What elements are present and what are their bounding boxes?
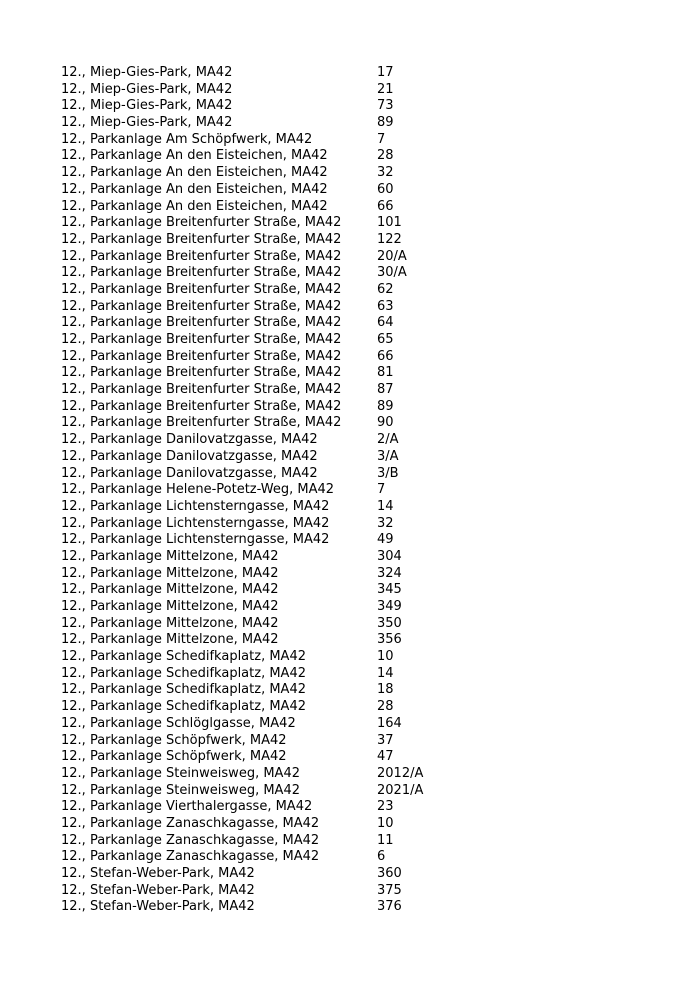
number-text: 73 [377,98,394,114]
number-text: 63 [377,298,394,314]
number-text: 375 [377,882,402,898]
list-item [61,265,661,282]
location-text: 12., Parkanlage Breitenfurter Straße, MA42 [61,281,342,297]
location-text: 12., Parkanlage Steinweisweg, MA42 [61,782,300,798]
number-text: 7 [377,482,386,498]
number-text: 324 [377,565,402,581]
location-text: 12., Parkanlage Schedifkaplatz, MA42 [61,649,306,665]
number-text: 10 [377,815,394,831]
location-text: 12., Miep-Gies-Park, MA42 [61,98,233,114]
list-item [61,899,661,916]
location-text: 12., Parkanlage Danilovatzgasse, MA42 [61,432,318,448]
number-text: 304 [377,548,402,564]
number-text: 2/A [377,432,399,448]
list-item [61,349,661,366]
number-text: 20/A [377,248,407,264]
list-item [61,549,661,566]
list-item [61,215,661,232]
list-item [61,65,661,82]
number-text: 101 [377,215,402,231]
list-item [61,232,661,249]
location-text: 12., Parkanlage Schedifkaplatz, MA42 [61,682,306,698]
list-item [61,766,661,783]
list-item [61,883,661,900]
location-text: 12., Parkanlage Mittelzone, MA42 [61,565,279,581]
location-text: 12., Miep-Gies-Park, MA42 [61,81,233,97]
number-text: 62 [377,281,394,297]
list-item [61,365,661,382]
number-text: 49 [377,532,394,548]
list-item [61,399,661,416]
location-text: 12., Parkanlage An den Eisteichen, MA42 [61,165,328,181]
list-item [61,716,661,733]
list-item [61,682,661,699]
location-text: 12., Stefan-Weber-Park, MA42 [61,882,255,898]
number-text: 90 [377,415,394,431]
number-text: 7 [377,131,386,147]
location-text: 12., Parkanlage Schöpfwerk, MA42 [61,749,287,765]
number-text: 350 [377,615,402,631]
location-text: 12., Parkanlage Breitenfurter Straße, MA42 [61,215,342,231]
list-item [61,282,661,299]
location-text: 12., Parkanlage Breitenfurter Straße, MA42 [61,398,342,414]
list-item [61,582,661,599]
list-item [61,632,661,649]
number-text: 6 [377,849,386,865]
list-item [61,566,661,583]
location-text: 12., Parkanlage Breitenfurter Straße, MA42 [61,348,342,364]
number-text: 122 [377,231,402,247]
location-text: 12., Parkanlage Mittelzone, MA42 [61,615,279,631]
list-item [61,516,661,533]
location-text: 12., Parkanlage Danilovatzgasse, MA42 [61,448,318,464]
location-text: 12., Parkanlage Mittelzone, MA42 [61,582,279,598]
list-item [61,833,661,850]
location-text: 12., Parkanlage Mittelzone, MA42 [61,548,279,564]
number-text: 2021/A [377,782,424,798]
list-item [61,132,661,149]
location-text: 12., Parkanlage An den Eisteichen, MA42 [61,198,328,214]
list-item [61,799,661,816]
list-item [61,115,661,132]
list-item [61,532,661,549]
number-text: 349 [377,599,402,614]
location-text: 12., Parkanlage Schedifkaplatz, MA42 [61,699,306,715]
number-text: 87 [377,382,394,398]
location-text: 12., Parkanlage Breitenfurter Straße, MA42 [61,315,342,331]
number-text: 14 [377,665,394,681]
list-item [61,432,661,449]
location-text: 12., Parkanlage Zanaschkagasse, MA42 [61,815,320,831]
number-text: 14 [377,498,394,514]
number-text: 28 [377,699,394,715]
number-text: 28 [377,148,394,164]
location-list [61,65,661,916]
location-text: 12., Parkanlage Schöpfwerk, MA42 [61,732,287,748]
list-item [61,666,661,683]
number-text: 89 [377,398,394,414]
list-item [61,699,661,716]
list-item [61,616,661,633]
location-text: 12., Parkanlage Helene-Potetz-Weg, MA42 [61,482,335,498]
location-text: 12., Parkanlage Danilovatzgasse, MA42 [61,465,318,481]
location-text: 12., Parkanlage Breitenfurter Straße, MA42 [61,365,342,381]
number-text: 64 [377,315,394,331]
number-text: 23 [377,799,394,815]
location-text: 12., Parkanlage Schlöglgasse, MA42 [61,715,296,731]
location-text: 12., Parkanlage Vierthalergasse, MA42 [61,799,313,815]
location-text: 12., Stefan-Weber-Park, MA42 [61,866,255,881]
location-text: 12., Parkanlage Lichtensterngasse, MA42 [61,498,330,514]
number-text: 37 [377,732,394,748]
list-item [61,82,661,99]
list-item [61,182,661,199]
number-text: 32 [377,515,394,531]
location-text: 12., Miep-Gies-Park, MA42 [61,115,233,131]
list-item [61,783,661,800]
number-text: 360 [377,866,402,881]
location-text: 12., Stefan-Weber-Park, MA42 [61,899,255,915]
list-item [61,749,661,766]
number-text: 164 [377,715,402,731]
list-item [61,332,661,349]
list-item [61,315,661,332]
number-text: 21 [377,81,394,97]
list-item [61,415,661,432]
number-text: 65 [377,332,394,347]
number-text: 89 [377,115,394,131]
list-item [61,382,661,399]
location-text: 12., Parkanlage Breitenfurter Straße, MA42 [61,265,342,281]
number-text: 60 [377,181,394,197]
location-text: 12., Parkanlage An den Eisteichen, MA42 [61,148,328,164]
list-item [61,249,661,266]
list-item [61,733,661,750]
location-text: 12., Parkanlage Zanaschkagasse, MA42 [61,832,320,848]
number-text: 32 [377,165,394,181]
number-text: 18 [377,682,394,698]
number-text: 66 [377,198,394,214]
list-item [61,199,661,216]
number-text: 356 [377,632,402,648]
number-text: 10 [377,649,394,665]
location-text: 12., Parkanlage An den Eisteichen, MA42 [61,181,328,197]
location-text: 12., Parkanlage Mittelzone, MA42 [61,632,279,648]
number-text: 11 [377,832,394,848]
location-text: 12., Parkanlage Mittelzone, MA42 [61,599,279,614]
location-text: 12., Parkanlage Breitenfurter Straße, MA42 [61,231,342,247]
location-text: 12., Parkanlage Am Schöpfwerk, MA42 [61,131,313,147]
list-item [61,599,661,616]
list-item [61,466,661,483]
number-text: 376 [377,899,402,915]
number-text: 47 [377,749,394,765]
number-text: 81 [377,365,394,381]
location-text: 12., Parkanlage Breitenfurter Straße, MA42 [61,298,342,314]
location-text: 12., Parkanlage Lichtensterngasse, MA42 [61,532,330,548]
number-text: 2012/A [377,765,424,781]
list-item [61,148,661,165]
list-item [61,816,661,833]
location-text: 12., Parkanlage Lichtensterngasse, MA42 [61,515,330,531]
list-item [61,482,661,499]
list-item [61,649,661,666]
list-item [61,299,661,316]
list-item [61,98,661,115]
number-text: 3/B [377,465,399,481]
list-item [61,449,661,466]
number-text: 66 [377,348,394,364]
number-text: 30/A [377,265,407,281]
location-text: 12., Parkanlage Steinweisweg, MA42 [61,765,300,781]
location-text: 12., Parkanlage Breitenfurter Straße, MA42 [61,248,342,264]
list-item [61,866,661,883]
location-text: 12., Miep-Gies-Park, MA42 [61,65,233,80]
location-text: 12., Parkanlage Zanaschkagasse, MA42 [61,849,320,865]
location-text: 12., Parkanlage Breitenfurter Straße, MA42 [61,382,342,398]
number-text: 345 [377,582,402,598]
number-text: 3/A [377,448,399,464]
location-text: 12., Parkanlage Schedifkaplatz, MA42 [61,665,306,681]
location-text: 12., Parkanlage Breitenfurter Straße, MA42 [61,332,342,347]
list-item [61,165,661,182]
list-item [61,849,661,866]
location-text: 12., Parkanlage Breitenfurter Straße, MA42 [61,415,342,431]
list-item [61,499,661,516]
number-text: 17 [377,65,394,80]
